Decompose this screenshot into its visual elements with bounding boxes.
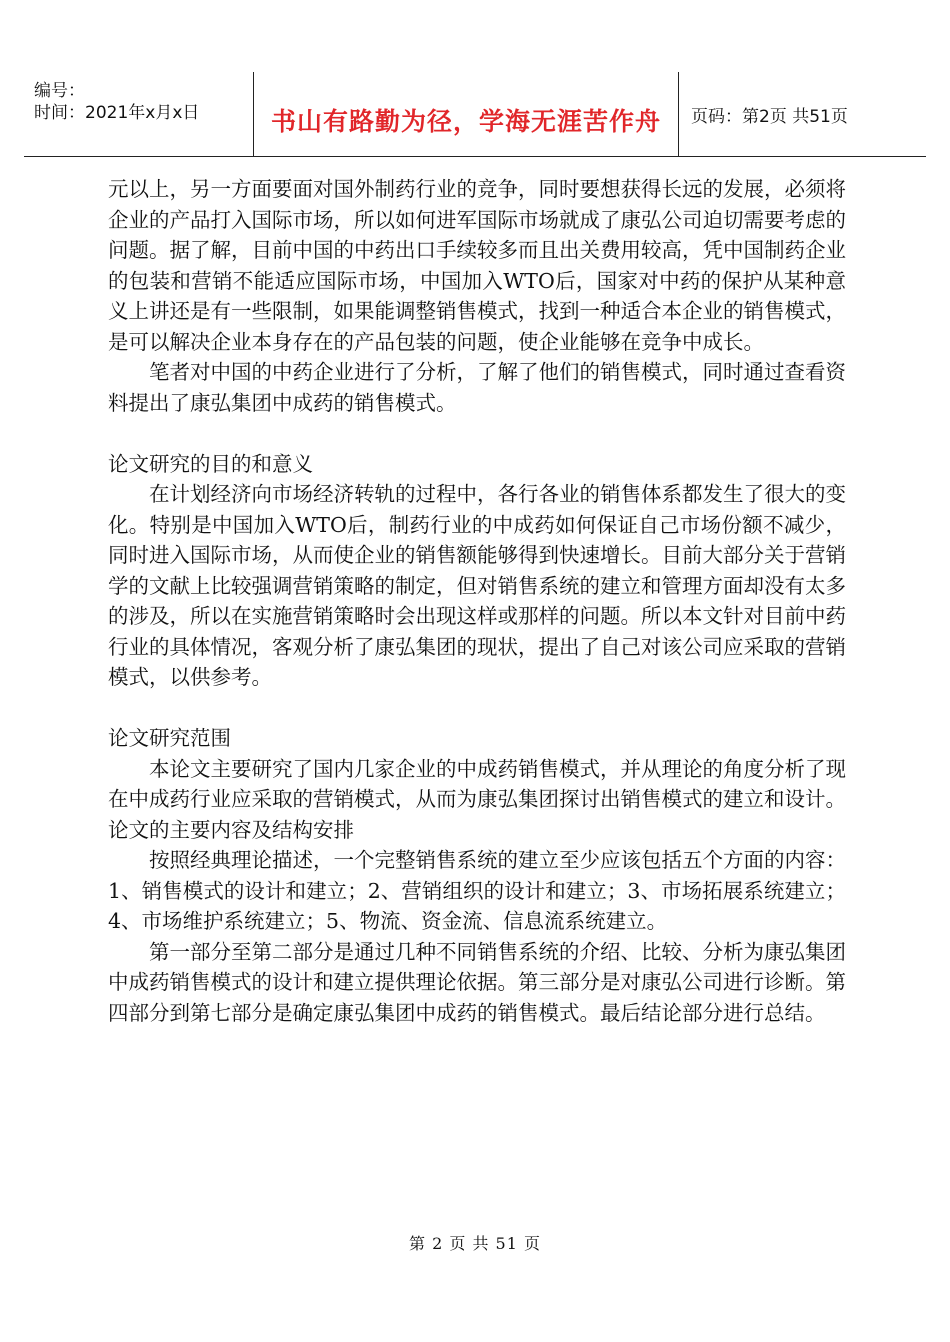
spacer: [108, 693, 846, 724]
scope-paragraph: 本论文主要研究了国内几家企业的中成药销售模式，并从理论的角度分析了现在中成药行业应采取的营销模式，从而为康弘集团探讨出销售模式的建立和设计。: [108, 756, 846, 811]
purpose-heading: 论文研究的目的和意义: [108, 451, 313, 476]
time-label: 时间：2021年x月x日: [34, 103, 200, 123]
structure-heading: 论文的主要内容及结构安排: [108, 817, 354, 842]
header-page-cell: [679, 72, 926, 156]
document-body: [108, 174, 846, 1028]
structure-paragraph-2: 第一部分至第二部分是通过几种不同销售系统的介绍、比较、分析为康弘集团中成药销售模式的设计和建立提供理论依据。第三部分是对康弘公司进行诊断。第四部分到第七部分是确定康弘集团中成药的销售模式。最后结论部分进行总结。: [108, 939, 846, 1025]
author-paragraph: 笔者对中国的中药企业进行了分析，了解了他们的销售模式，同时通过查看资料提出了康弘集团中成药的销售模式。: [108, 360, 846, 415]
scope-heading: 论文研究范围: [108, 726, 231, 750]
page-header: [24, 72, 926, 157]
header-motto-cell: [254, 72, 679, 156]
serial-number-label: 编号：: [34, 81, 85, 101]
spacer: [108, 418, 846, 449]
header-meta-cell: [24, 72, 254, 156]
page-footer-number: 第 2 页 共 51 页: [409, 1234, 541, 1253]
purpose-paragraph: 在计划经济向市场经济转轨的过程中，各行各业的销售体系都发生了很大的变化。特别是中国加入WTO后，制药行业的中成药如何保证自己市场份额不减少，同时进入国际市场，从而使企业的销售额能够得到快速增长。目前大部分关于营销学的文献上比较强调营销策略的制定，但对销售系统的建立和管理方面却没有太多的涉及，所以在实施营销策略时会出现这样或那样的问题。所以本文针对目前中药行业的具体情况，客观分析了康弘集团的现状，提出了自己对该公司应采取的营销模式，以供参考。: [108, 482, 846, 689]
intro-paragraph: 元以上，另一方面要面对国外制药行业的竞争，同时要想获得长远的发展，必须将企业的产品打入国际市场，所以如何进军国际市场就成了康弘公司迫切需要考虑的问题。据了解，目前中国的中药出口手续较多而且出关费用较高，凭中国制药企业的包装和营销不能适应国际市场，中国加入WTO后，国家对中药的保护从某种意义上讲还是有一些限制，如果能调整销售模式，找到一种适合本企业的销售模式，是可以解决企业本身存在的产品包装的问题，使企业能够在竞争中成长。: [108, 177, 846, 354]
header-motto: 书山有路勤为径，学海无涯苦作舟: [270, 107, 661, 136]
header-page-info: 页码：第2页 共51页: [691, 106, 848, 127]
structure-paragraph-1: 按照经典理论描述，一个完整销售系统的建立至少应该包括五个方面的内容：1、销售模式的设计和建立；2、营销组织的设计和建立；3、市场拓展系统建立；4、市场维护系统建立；5、物流、资金流、信息流系统建立。: [108, 848, 846, 933]
